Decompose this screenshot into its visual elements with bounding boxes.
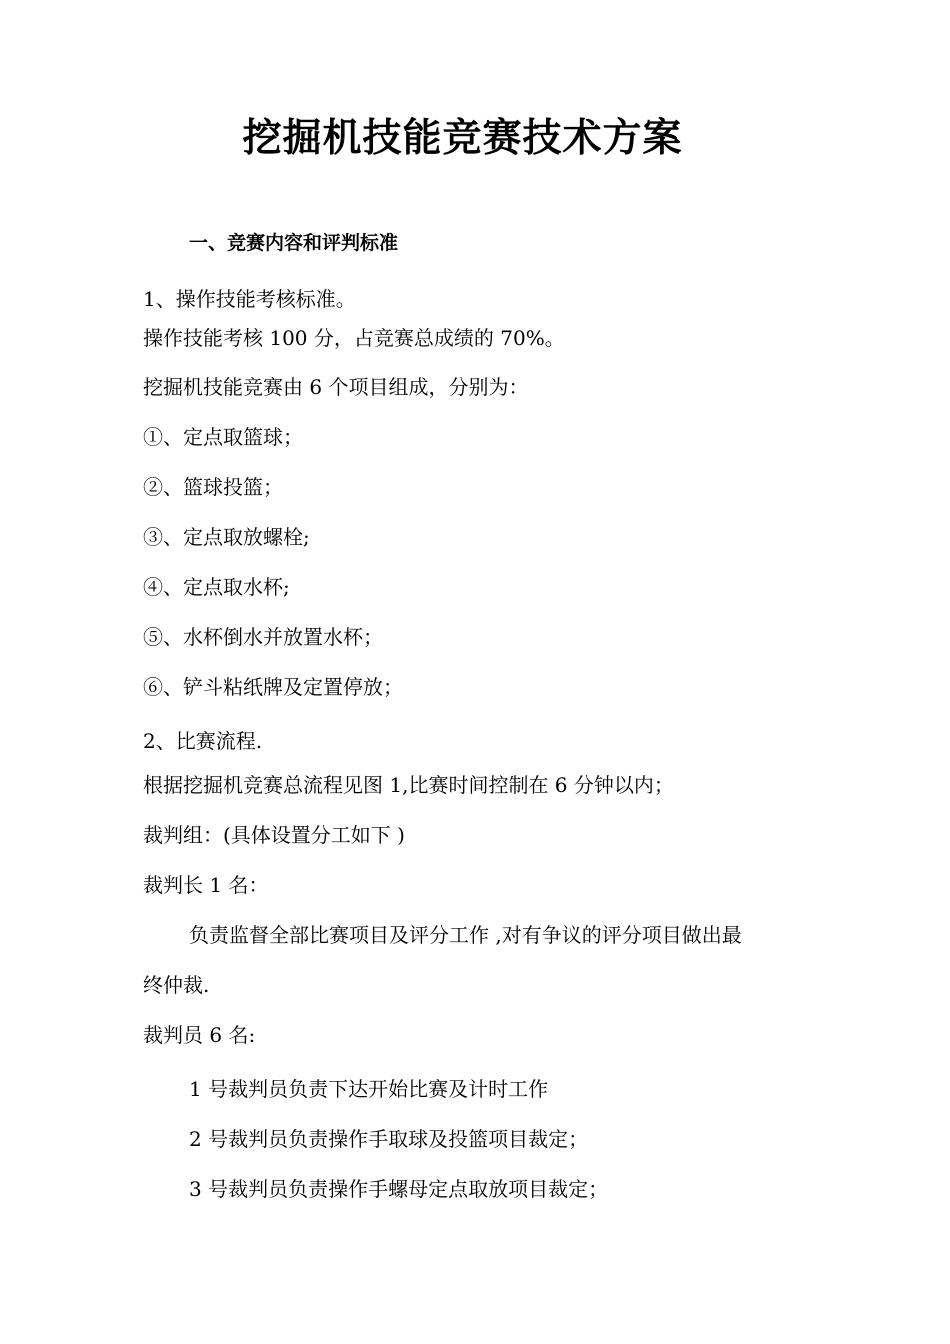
flow-line: 根据挖掘机竞赛总流程见图 1,比赛时间控制在 6 分钟以内； (143, 773, 674, 797)
project-item: ⑤、水杯倒水并放置水杯； (143, 625, 383, 649)
referee-duty-item: 1 号裁判员负责下达开始比赛及计时工作 (189, 1077, 549, 1101)
document-title: 挖掘机技能竞赛技术方案 (242, 116, 683, 161)
project-item: ④、定点取水杯; (143, 575, 290, 599)
section-heading: 一、竞赛内容和评判标准 (189, 232, 399, 254)
projects-intro: 挖掘机技能竞赛由 6 个项目组成，分别为： (143, 375, 529, 399)
referee-duty-item: 3 号裁判员负责操作手螺母定点取放项目裁定； (189, 1177, 609, 1201)
chief-referee-label: 裁判长 1 名： (143, 873, 269, 897)
referee-duty-item: 2 号裁判员负责操作手取球及投篮项目裁定； (189, 1127, 589, 1151)
referee-group-line: 裁判组：(具体设置分工如下 ) (143, 823, 405, 847)
chief-referee-duty: 负责监督全部比赛项目及评分工作 ,对有争议的评分项目做出最 (189, 923, 742, 947)
subsection-heading-2: 2、比赛流程. (143, 729, 263, 753)
subsection-heading-1: 1、操作技能考核标准。 (143, 287, 356, 311)
project-item: ①、定点取篮球； (143, 425, 303, 449)
score-line: 操作技能考核 100 分，占竞赛总成绩的 70%。 (143, 326, 565, 350)
project-item: ⑥、铲斗粘纸牌及定置停放； (143, 675, 403, 699)
chief-referee-duty-cont: 终仲裁. (143, 973, 210, 997)
project-item: ②、篮球投篮； (143, 475, 283, 499)
project-item: ③、定点取放螺栓; (143, 525, 310, 549)
referees-label: 裁判员 6 名: (143, 1023, 256, 1047)
